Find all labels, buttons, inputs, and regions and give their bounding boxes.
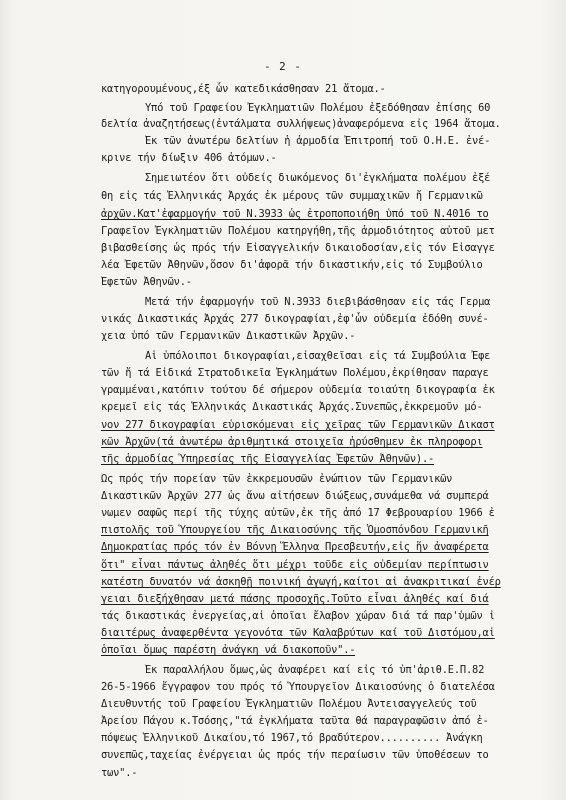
text-line: ὁποῖαι ὅμως παρέστη ἀνάγκη νά διακοποῦν".- [101, 644, 356, 656]
text-line: Γραφεῖον Ἐγκληματιῶν Πολέμου κατηργήθη,τῆς ἁρμοδιότητος αὐτοῦ μετ [101, 225, 495, 237]
text-line: κρινε τήν δίωξιν 406 ἀτόμων.- [101, 152, 277, 164]
text-line: κατέστη δυνατόν νά ἀσκηθῇ ποινική ἀγωγή,καίτοι αἱ ἀνακριτικαί ἐνέρ [101, 576, 501, 588]
text-line: βιβασθείσης ὡς πρός τήν Εἰσαγγελικήν δικαιοδοσίαν,εἰς τόν Εἰσαγγε [101, 242, 495, 254]
text-line: Ὡς πρός τήν πορείαν τῶν ἐκκρεμουσῶν ἐνώπιον τῶν Γερμανικῶν [101, 473, 453, 485]
text-line: λέα Ἐφετῶν Ἀθηνῶν,ὅσον δι'ἀφορᾶ τήν δικαστικήν,εἰς τό Συμβούλιο [101, 259, 483, 271]
text-line: Μετά τήν ἐφαρμογήν τοῦ Ν.3933 διεβιβάσθησαν εἰς τάς Γερμα [145, 296, 491, 308]
text-line: χεια ὑπό τῶν Γερμανικῶν Δικαστικῶν Ἀρχῶν.- [101, 330, 356, 342]
text-line: κῶν Ἀρχῶν(τά ἀνωτέρω ἀριθμητικά στοιχεῖα ἠρύσθημεν ἐκ πληροφορι [101, 436, 483, 448]
text-line: κατηγορουμένους,έξ ὧν κατεδικάσθησαν 21 ἄτομα.- [101, 83, 386, 95]
text-line: Δικαστικῶν Ἀρχῶν 277 ὡς ἄνω αἰτήσεων διώξεως,συνάμεθα νά συμπερά [101, 490, 489, 502]
text-line: συνεπῶς,ταχείας ἐνέργειαι ὡς πρός τήν περαίωσιν τῶν ὑποθέσεων το [101, 749, 489, 761]
text-line: νον 277 δικογραφίαι εὑρισκόμεναι εἰς χεῖρας τῶν Γερμανικῶν Δικαστ [101, 419, 495, 431]
text-line: γραμμέναι,κατόπιν τούτου δέ σήμερον οὐδεμία τοιαύτη δικογραφία ἐκ [101, 384, 495, 396]
text-line: κρεμεῖ εἰς τάς Ἑλληνικάς Δικαστικάς Ἀρχάς.Συνεπῶς,ἐκκρεμοῦν μό- [101, 401, 483, 413]
text-line: Ἐφετῶν Ἀθηνῶν.- [101, 276, 192, 288]
text-line: τῆς ἁρμοδίας Ὑπηρεσίας τῆς Εἰσαγγελίας Ἐφετῶν Ἀθηνῶν).- [101, 453, 435, 465]
text-line: Δημοκρατίας πρός τόν ἐν Βόννῃ Ἕλληνα Πρεσβευτήν,εἰς ἥν ἀναφέρετα [101, 541, 489, 553]
text-line: δελτία ἀναζητήσεως(ἐντάλματα συλλήψεως)ἀναφερόμενα εἰς 1964 ἄτομα. [101, 118, 501, 130]
text-line: πόψεως Ἑλληνικοῦ Δικαίου,τό 1967,τό βραδύτερον.......... Ἀνάγκη [101, 732, 483, 744]
text-line: διαιτέρως ἀναφερθέντα γεγονότα τῶν Καλαβρύτων καί τοῦ Διστόμου,αἱ [101, 627, 495, 639]
text-line: πιστολῆς τοῦ Ὑπουργείου τῆς Δικαιοσύνης τῆς Ὁμοσπόνδου Γερμανικῆ [101, 524, 489, 536]
page-number: - 2 - [263, 60, 303, 73]
text-line: ὅτι" εἶναι πάντως ἀληθές ὅτι μέχρι τοῦδε εἰς οὐδεμίαν περίπτωσιν [101, 559, 489, 571]
text-line: Ὑπό τοῦ Γραφείου Ἐγκληματιῶν Πολέμου ἐξεδόθησαν ἐπίσης 60 [145, 102, 491, 114]
text-line: νικάς Δικαστικάς Ἀρχάς 277 δικογραφίαι,ἐφ'ὧν οὐδεμία ἐδόθη συνέ- [101, 313, 489, 325]
text-line: των".- [101, 767, 138, 779]
text-line: Ἐκ παραλλήλου ὅμως,ὡς ἀναφέρει καί εἰς τό ὑπ'ἀριθ.Ε.Π.82 [145, 664, 485, 676]
text-line: τάς δικαστικάς ἐνεργείας,αἱ ὁποῖαι ἔλαβον χώραν διά τά παρ'ὑμῶν ἰ [101, 610, 495, 622]
text-line: Σημειωτέον ὅτι οὐδείς διωκόμενος δι'ἐγκλήματα πολέμου ἐξέ [145, 172, 491, 184]
text-line: ἀρχῶν.Κατ'ἐφαρμογήν τοῦ Ν.3933 ὡς ἐτροποποιήθη ὑπό τοῦ Ν.4016 το [101, 208, 489, 220]
text-line: Αἱ ὑπόλοιποι δικογραφίαι,εἰσαχθεῖσαι εἰς τά Συμβούλια Ἐφε [145, 350, 491, 362]
text-line: Ἐκ τῶν ἀνωτέρω δελτίων ἡ ἁρμοδία Ἐπιτροπή τοῦ Ο.Η.Ε. ἐνέ- [145, 135, 491, 147]
text-line: γειαι διεξήχθησαν μετά πάσης προσοχῆς.Τοῦτο εἶναι ἀληθές καί διά [101, 593, 489, 605]
text-line: τῶν ἤ τά Εἰδικά Στρατοδικεῖα Ἐγκλημάτων Πολέμου,ἐκρίθησαν παραγε [101, 367, 489, 379]
text-line: Διευθυντής τοῦ Γραφείου Ἐγκληματιῶν Πολέμου Ἀντεισαγγελεύς τοῦ [101, 698, 477, 710]
text-line: νωμεν σαφῶς περί τῆς τύχης αὐτῶν,ἐκ τῆς ἀπό 17 Φεβρουαρίου 1966 ἐ [101, 507, 495, 519]
text-line: 26-5-1966 ἔγγραφον του πρός τό Ὑπουργεῖον Δικαιοσύνης ὁ διατελέσα [101, 681, 495, 693]
text-line: θη εἰς τάς Ἑλληνικάς Ἀρχάς ἐκ μέρους τῶν συμμαχικῶν ἤ Γερμανικῶ [101, 190, 483, 202]
text-line: Ἀρείου Πάγου κ.Τσόσης,"τά ἐγκλήματα ταῦτα θά παραγραφῶσιν ἀπό ἐ- [101, 715, 489, 727]
